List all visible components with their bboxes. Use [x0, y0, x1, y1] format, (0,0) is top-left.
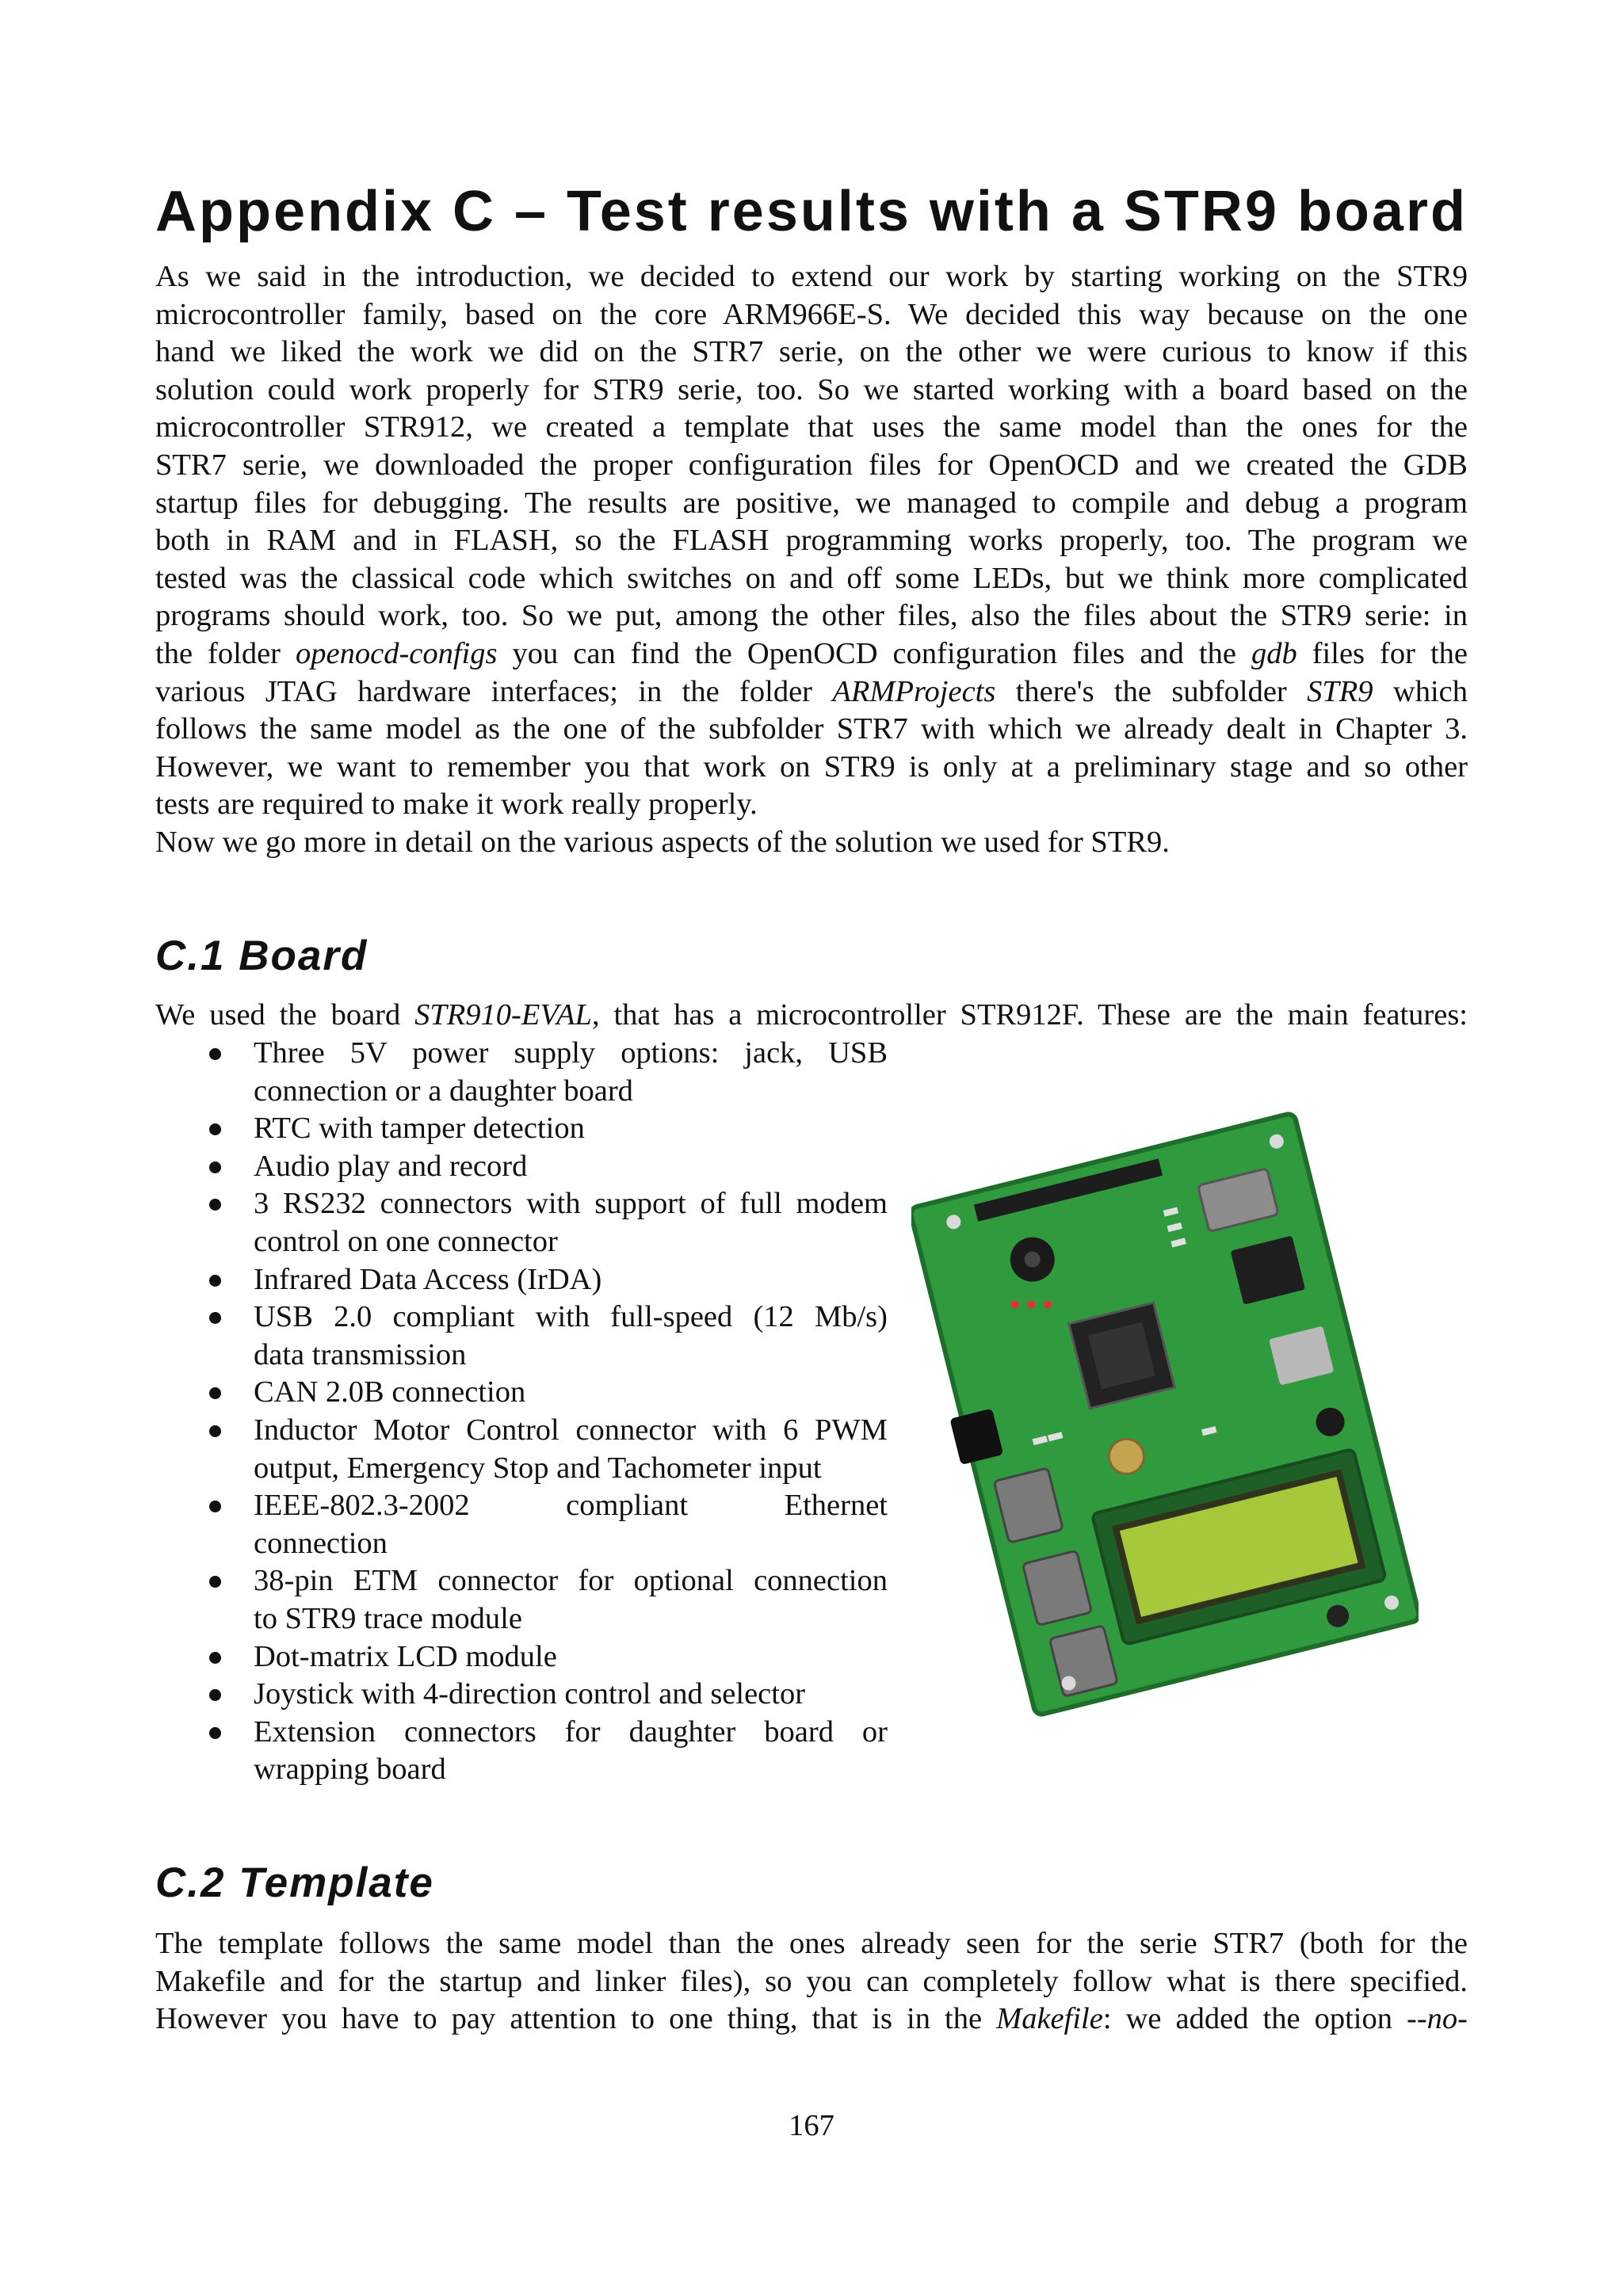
- intro-line: As we said in the introduction, we decided to extend our work by starting working on the STR9: [155, 260, 1468, 293]
- page-number: 167: [789, 2109, 834, 2142]
- feature-item: 38-pin ETM connector for optional connection to STR9 trace module: [204, 1562, 888, 1638]
- feature-item: CAN 2.0B connection: [204, 1374, 888, 1412]
- feature-item: IEEE-802.3-2002 compliant Ethernet connection: [204, 1487, 888, 1562]
- intro-paragraph: [155, 258, 1468, 862]
- intro-line: programs should work, too. So we put, among the other files, also the files about the STR9 serie: in: [155, 599, 1468, 633]
- feature-item: Dot-matrix LCD module: [204, 1638, 888, 1676]
- feature-item: 3 RS232 connectors with support of full modem control on one connector: [204, 1185, 888, 1261]
- intro-line: tests are required to make it work really properly.: [155, 788, 758, 822]
- section-c1-intro: We used the board STR910-EVAL, that has a microcontroller STR912F. These are the main features:: [155, 998, 1468, 1032]
- intro-line: follows the same model as the one of the subfolder STR7 with which we already dealt in Chapter 3.: [155, 712, 1468, 746]
- feature-list: [204, 1035, 888, 1789]
- intro-line: Now we go more in detail on the various aspects of the solution we used for STR9.: [155, 825, 1170, 859]
- feature-item: Inductor Motor Control connector with 6 PWM output, Emergency Stop and Tachometer input: [204, 1412, 888, 1487]
- board-name: STR910-EVAL: [414, 998, 592, 1032]
- intro-line: tested was the classical code which switches on and off some LEDs, but we think more complicated: [155, 561, 1468, 595]
- intro-line: STR7 serie, we downloaded the proper configuration files for OpenOCD and we created the GDB: [155, 448, 1468, 482]
- intro-line: microcontroller family, based on the core ARM966E-S. We decided this way because on the one: [155, 297, 1468, 331]
- feature-item: Infrared Data Access (IrDA): [204, 1261, 888, 1299]
- feature-item: Joystick with 4-direction control and selector: [204, 1676, 888, 1714]
- page-title: Appendix C – Test results with a STR9 board: [155, 180, 1468, 243]
- intro-line: the folder openocd-configs you can find the OpenOCD configuration files and the gdb files for the: [155, 636, 1468, 670]
- intro-line: hand we liked the work we did on the STR7 serie, on the other we were curious to know if this: [155, 335, 1468, 369]
- intro-line: solution could work properly for STR9 serie, too. So we started working with a board based on the: [155, 372, 1468, 406]
- intro-line: various JTAG hardware interfaces; in the folder ARMProjects there's the subfolder STR9 which: [155, 674, 1468, 708]
- intro-line: both in RAM and in FLASH, so the FLASH programming works properly, too. The program we: [155, 524, 1468, 558]
- str910-eval-board-photo: [911, 1105, 1419, 1723]
- feature-item: USB 2.0 compliant with full-speed (12 Mb/s) data transmission: [204, 1299, 888, 1374]
- intro-line: startup files for debugging. The results are positive, we managed to compile and debug a program: [155, 486, 1468, 520]
- feature-item: Audio play and record: [204, 1148, 888, 1186]
- section-c1-heading: C.1 Board: [155, 933, 369, 979]
- feature-item: Three 5V power supply options: jack, USB connection or a daughter board: [204, 1035, 888, 1110]
- section-c2-heading: C.2 Template: [155, 1859, 434, 1906]
- section-c2-paragraph: The template follows the same model than the ones already seen for the serie STR7 (both for the Makefile and for the startup and linker files), so you can completely follow what is there specified. However you have to pay attention to one thing, that is in the Makefile: we added the option --no-: [155, 1927, 1468, 2036]
- intro-line: However, we want to remember you that work on STR9 is only at a preliminary stage and so other: [155, 749, 1468, 784]
- feature-item: Extension connectors for daughter board or wrapping board: [204, 1714, 888, 1789]
- feature-item: RTC with tamper detection: [204, 1110, 888, 1148]
- intro-line: microcontroller STR912, we created a template that uses the same model than the ones for the: [155, 410, 1468, 444]
